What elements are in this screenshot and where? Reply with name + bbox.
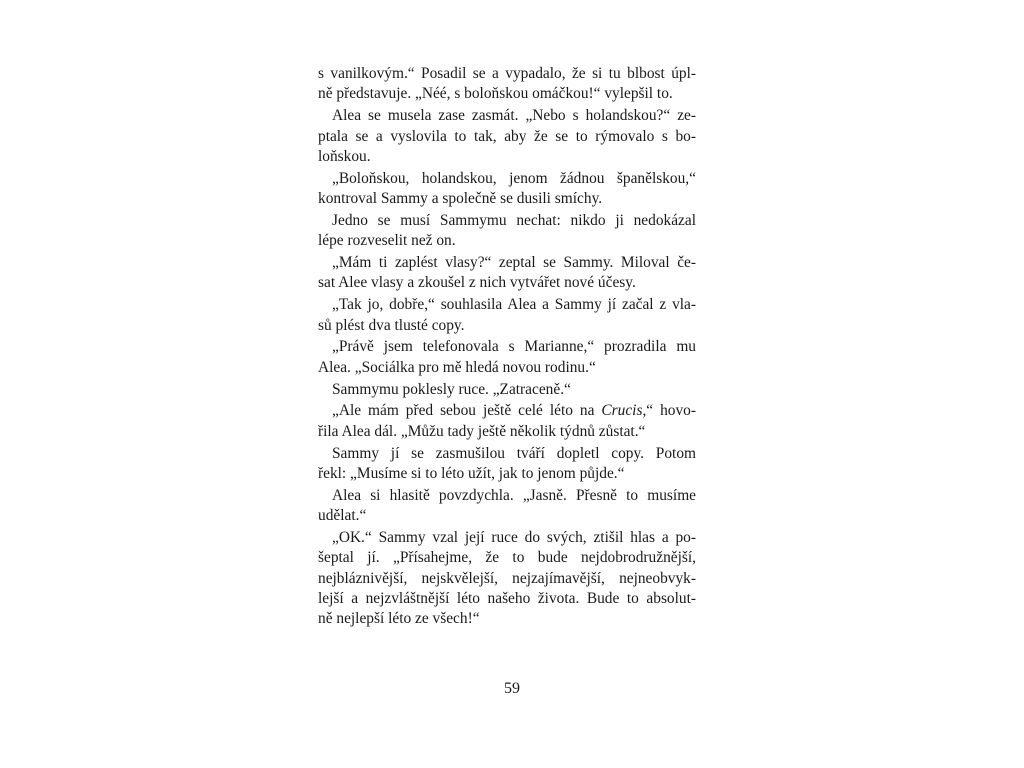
- text-line: řila Alea dál. „Můžu tady ještě několik týdnů zůstat.“: [318, 422, 646, 440]
- text-line: sů plést dva tlusté copy.: [318, 316, 465, 334]
- text-line: Jedno se musí Sammymu nechat: nikdo ji nedokázal: [332, 211, 696, 229]
- text-line: „Ale mám před sebou ještě celé léto na Crucis,“ hovo-: [332, 402, 696, 420]
- text-line: „Tak jo, dobře,“ souhlasila Alea a Sammy jí začal z vla-: [332, 296, 696, 314]
- text-line: s vanilkovým.“ Posadil se a vypadalo, že si tu blbost úpl-: [318, 65, 696, 82]
- paragraph: [318, 444, 696, 485]
- text-line: Alea. „Sociálka pro mě hledá novou rodinu.“: [318, 358, 596, 376]
- text-line: Sammymu poklesly ruce. „Zatraceně.“: [332, 380, 571, 398]
- text-line: „OK.“ Sammy vzal její ruce do svých, ztišil hlas a po-: [332, 528, 696, 546]
- text-line: lépe rozveselit než on.: [318, 232, 456, 250]
- text-line: šeptal jí. „Přísahejme, že to bude nejdobrodružnější,: [318, 549, 696, 567]
- text-line: Sammy jí se zasmušilou tváří dopletl copy. Potom: [332, 444, 696, 462]
- text-line: Alea se musela zase zasmát. „Nebo s holandskou?“ ze-: [332, 107, 696, 125]
- paragraph: [318, 253, 696, 294]
- text-line: „Právě jsem telefonovala s Marianne,“ prozradila mu: [332, 338, 696, 356]
- text-line: řekl: „Musíme si to léto užít, jak to jenom půjde.“: [318, 464, 625, 482]
- paragraph: [318, 295, 696, 336]
- paragraph: [318, 380, 696, 400]
- paragraph: [318, 528, 696, 630]
- text-line: udělat.“: [318, 507, 367, 525]
- page-number: 59: [504, 680, 520, 697]
- italic-title: Crucis: [601, 402, 643, 420]
- paragraph: [318, 64, 696, 105]
- paragraph: [318, 211, 696, 252]
- paragraph: [318, 401, 696, 442]
- text-line: „Boloňskou, holandskou, jenom žádnou španělskou,“: [332, 169, 696, 187]
- paragraph: [318, 106, 696, 167]
- body-text: [318, 64, 696, 630]
- text-line: „Mám ti zaplést vlasy?“ zeptal se Sammy. Miloval če-: [332, 254, 696, 272]
- text-line: nejbláznivější, nejskvělejší, nejzajímavější, nejneobvyk-: [318, 569, 696, 587]
- paragraph: [318, 169, 696, 210]
- text-line: sat Alee vlasy a zkoušel z nich vytvářet nové účesy.: [318, 274, 636, 292]
- text-line: lejší a nejzvláštnější léto našeho života. Bude to absolut-: [318, 590, 696, 608]
- text-line: Alea si hlasitě povzdychla. „Jasně. Přesně to musíme: [332, 486, 696, 504]
- paragraph: [318, 337, 696, 378]
- text-line: ně nejlepší léto ze všech!“: [318, 610, 480, 628]
- text-line: ptala se a vyslovila to tak, aby že se to rýmovalo s bo-: [318, 127, 696, 145]
- text-line: loňskou.: [318, 147, 371, 165]
- text-line: kontroval Sammy a společně se dusili smíchy.: [318, 190, 603, 208]
- paragraph: [318, 486, 696, 527]
- text-line: ně představuje. „Néé, s boloňskou omáčkou!“ vylepšil to.: [318, 85, 673, 103]
